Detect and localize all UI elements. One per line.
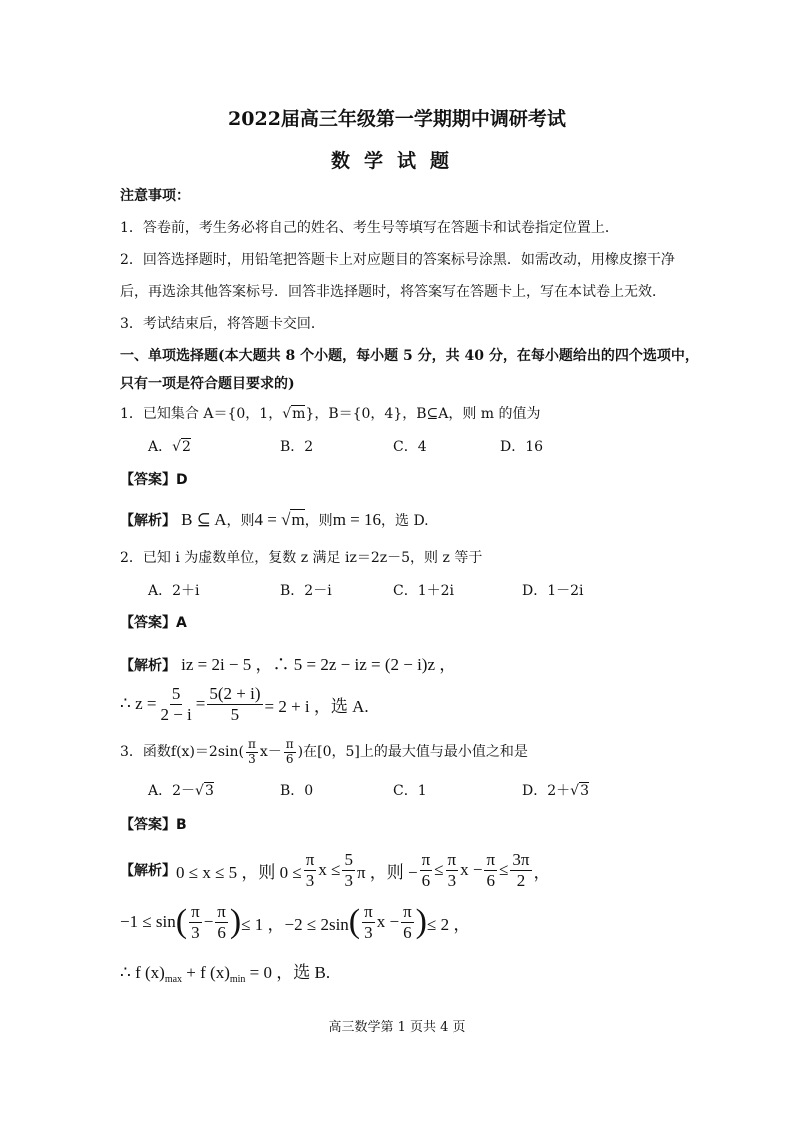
q1-option-c: C．4 xyxy=(393,439,427,455)
q3-option-d-label: D．2＋ xyxy=(522,783,571,799)
q3-sol3-min: min xyxy=(229,974,246,985)
q1-sqrt-m: m xyxy=(292,406,306,422)
q3-sol2-pi-b: π xyxy=(217,902,226,921)
q3-stem-six: 6 xyxy=(285,751,294,766)
q1-solution: 【解析】 B ⊆ A，则4 = √m，则m = 16，选 D. xyxy=(120,510,429,529)
q1-answer-value: D xyxy=(176,472,188,488)
section-heading-line2: 只有一项是符合题目要求的) xyxy=(120,376,295,392)
q3-sol1-frac-pi3 xyxy=(304,850,317,890)
q3-sol1-le: ≤ xyxy=(434,860,444,880)
q1-sol-then: ，则 xyxy=(226,513,255,529)
q2-option-d: D．1－2i xyxy=(522,583,584,599)
q3-sol2-x-minus: x − xyxy=(376,912,400,932)
q3-sol3-max: max xyxy=(164,974,183,985)
q1-sol-then-2: ，则 xyxy=(304,513,333,529)
q3-sol1-five: 5 xyxy=(344,850,353,869)
q2-sol-therefore: ∴ z = xyxy=(120,694,157,714)
q3-sol2-bound: ≤ 1 ，−2 ≤ 2sin xyxy=(241,914,349,934)
q2-answer-value: A xyxy=(176,615,187,631)
q1-analysis-label: 【解析】 xyxy=(120,513,176,529)
section-heading-line1: 一、单项选择题(本大题共 8 个小题，每小题 5 分，共 40 分，在每小题给出的四个选项中， xyxy=(120,348,699,364)
q3-sol2-six-a: 6 xyxy=(217,922,226,942)
q3-stem-pi: π xyxy=(247,737,256,751)
q3-sol2-end: ≤ 2 ， xyxy=(426,914,471,934)
q3-sol1-x-le: x ≤ xyxy=(318,860,341,880)
q3-sol2-frac-pi3-b xyxy=(362,902,375,942)
q3-sol1-x-minus: x − xyxy=(460,860,483,880)
q3-solution-line2: −1 ≤ sin ( $\frac{\pi}{3}$ − $\frac{\pi}{6}$ ) ≤ 1 ，−2 ≤ 2sin ( $\frac{\pi}{3}$ x − $\frac{\pi}{6}$ ) ≤ 2 ， xyxy=(120,902,471,942)
q3-stem-end: )在[0，5]上的最大值与最小值之和是 xyxy=(297,744,528,761)
q3-sol2-sin: −1 ≤ sin xyxy=(120,912,176,932)
q3-sol1-six-b: 6 xyxy=(486,870,496,890)
q3-sol1-three-a: 3 xyxy=(305,870,315,890)
subject-title: 数学试题 xyxy=(330,150,463,172)
q3-sol2-pi-a: π xyxy=(191,902,200,921)
q2-solution-line2 xyxy=(120,684,369,724)
q3-sol1-three-pi: 3π xyxy=(512,850,530,869)
notice-item-2-cont: 后，再选涂其他答案标号．回答非选择题时，将答案写在答题卡上，写在本试卷上无效． xyxy=(120,284,666,300)
q3-sol1-pi-c: π xyxy=(447,850,457,869)
q3-solution-line1 xyxy=(120,850,551,890)
q3-sol1-pi-a: π xyxy=(305,850,315,869)
q3-stem-x-minus: x－ xyxy=(259,744,282,761)
q3-sol2-frac-pi6 xyxy=(215,902,228,942)
q1-sol-four: 4 = xyxy=(254,510,282,529)
q3-sol1-three-b: 3 xyxy=(344,870,353,890)
q2-option-b: B．2－i xyxy=(280,583,332,599)
q1-sol-m16: m = 16 xyxy=(332,510,381,529)
q1-option-d: D．16 xyxy=(500,439,544,455)
q3-sol1-range: 0 ≤ x ≤ 5 ，则 0 ≤ xyxy=(176,862,302,882)
q1-sol-choose: ，选 D. xyxy=(381,513,429,529)
notice-item-3: 3．考试结束后，将答题卡交回． xyxy=(120,316,325,332)
q2-option-a: A．2＋i xyxy=(148,583,200,599)
q3-sol2-minus: − xyxy=(203,912,214,932)
q2-fraction-2 xyxy=(207,684,262,724)
q3-option-a-label: A．2－ xyxy=(148,783,196,799)
notice-item-1: 1．答卷前，考生务必将自己的姓名、考生号等填写在答题卡和试卷指定位置上． xyxy=(120,220,619,236)
q1-option-b: B．2 xyxy=(280,439,314,455)
q2-analysis-label: 【解析】 xyxy=(120,658,176,674)
page-footer: 高三数学第 1 页共 4 页 xyxy=(328,1020,466,1035)
q3-sol1-comma: ， xyxy=(533,862,551,882)
q3-stem-pi-2: π xyxy=(285,737,294,751)
q3-option-a: A．2－√3 xyxy=(148,783,214,799)
q3-solution-line3 xyxy=(120,958,330,985)
q3-stem xyxy=(120,738,528,767)
q1-sol-sqrt-m: m xyxy=(291,510,305,529)
q3-sol2-pi-d: π xyxy=(403,902,412,921)
q3-answer xyxy=(120,814,187,834)
q3-option-d: D．2＋√3 xyxy=(522,783,589,799)
q3-sol2-frac-pi3 xyxy=(189,902,202,942)
notice-item-2: 2．回答选择题时，用铅笔把答题卡上对应题目的答案标号涂黑．如需改动，用橡皮擦干净 xyxy=(120,252,675,268)
q2-sol-tail: = 2 + i ，选 A. xyxy=(264,696,369,716)
q3-sol1-two: 2 xyxy=(516,870,526,890)
q2-answer-label: 【答案】 xyxy=(120,615,176,631)
q3-stem-start: 3．函数f(x)＝2sin( xyxy=(120,744,244,761)
exam-title: 2022届高三年级第一学期期中调研考试 xyxy=(228,108,566,130)
q3-sol1-le-2: ≤ xyxy=(499,860,509,880)
q1-answer-label: 【答案】 xyxy=(120,472,176,488)
q1-set-a: A＝{0，1， xyxy=(203,406,283,422)
q3-sol1-frac-5-3 xyxy=(342,850,355,890)
q3-stem-frac-pi6 xyxy=(284,738,296,767)
q3-sol1-then: π ，则 − xyxy=(356,862,418,882)
q3-option-b: B．0 xyxy=(280,783,314,799)
q3-option-d-value: 3 xyxy=(580,783,589,799)
q3-option-a-value: 3 xyxy=(204,783,214,799)
q3-sol2-frac-pi6-b xyxy=(401,902,414,942)
q3-sol1-frac-pi3-b xyxy=(446,850,459,890)
q1-stem: 1．已知集合 A＝{0，1，√m}，B＝{0，4}，B⊆A，则 m 的值为 xyxy=(120,406,541,422)
q1-stem-prefix: 1．已知集合 xyxy=(120,406,204,422)
q3-answer-label: 【答案】 xyxy=(120,817,176,833)
q2-frac1-den: 2 − i xyxy=(160,704,192,724)
q3-sol1-pi-d: π xyxy=(486,850,496,869)
q3-sol1-frac-3pi2 xyxy=(510,850,531,890)
q2-frac2-den: 5 xyxy=(230,704,240,724)
q2-stem: 2．已知 i 为虚数单位，复数 z 满足 iz＝2z－5，则 z 等于 xyxy=(120,550,483,566)
q3-sol1-frac-pi6-b xyxy=(484,850,497,890)
q3-sol1-three-c: 3 xyxy=(447,870,457,890)
q3-sol3-fmin: + f (x) xyxy=(182,963,230,982)
q1-option-a-value: 2 xyxy=(182,439,191,455)
q3-option-c: C．1 xyxy=(393,783,427,799)
q1-answer xyxy=(120,469,188,489)
q3-sol1-pi-b: π xyxy=(421,850,431,869)
notice-heading: 注意事项： xyxy=(120,188,190,204)
q3-stem-three: 3 xyxy=(248,751,256,766)
q2-equals: = xyxy=(195,694,206,714)
q3-sol3-fmax: ∴ f (x) xyxy=(120,963,165,982)
q2-sol-line1: iz = 2i − 5 ，∴ 5 = 2z − iz = (2 − i)z ， xyxy=(181,655,457,674)
q1-option-a: A．√2 xyxy=(148,439,191,455)
q3-sol3-end: = 0 ，选 B. xyxy=(245,963,331,982)
q1-set-b: }，B＝{0，4}，B⊆A，则 m 的值为 xyxy=(305,406,541,422)
q3-sol2-three-a: 3 xyxy=(191,922,200,942)
q2-option-c: C．1＋2i xyxy=(393,583,455,599)
q2-solution-line1 xyxy=(120,650,456,675)
q3-sol2-three-b: 3 xyxy=(364,922,373,942)
q3-answer-value: B xyxy=(176,817,187,833)
q3-sol2-six-b: 6 xyxy=(403,922,412,942)
q3-sol2-pi-c: π xyxy=(364,902,373,921)
q1-option-a-label: A． xyxy=(148,439,173,455)
q2-fraction-1 xyxy=(158,684,193,724)
q1-sol-subset: B ⊆ A xyxy=(181,510,227,529)
q3-stem-frac-pi3 xyxy=(246,738,258,767)
q2-frac1-num: 5 xyxy=(171,684,181,703)
q2-answer xyxy=(120,612,187,632)
q3-sol1-six-a: 6 xyxy=(421,870,431,890)
q2-frac2-num: 5(2 + i) xyxy=(209,684,261,703)
q3-sol1-frac-pi6-a xyxy=(420,850,433,890)
q3-analysis-label: 【解析】 xyxy=(120,863,176,880)
